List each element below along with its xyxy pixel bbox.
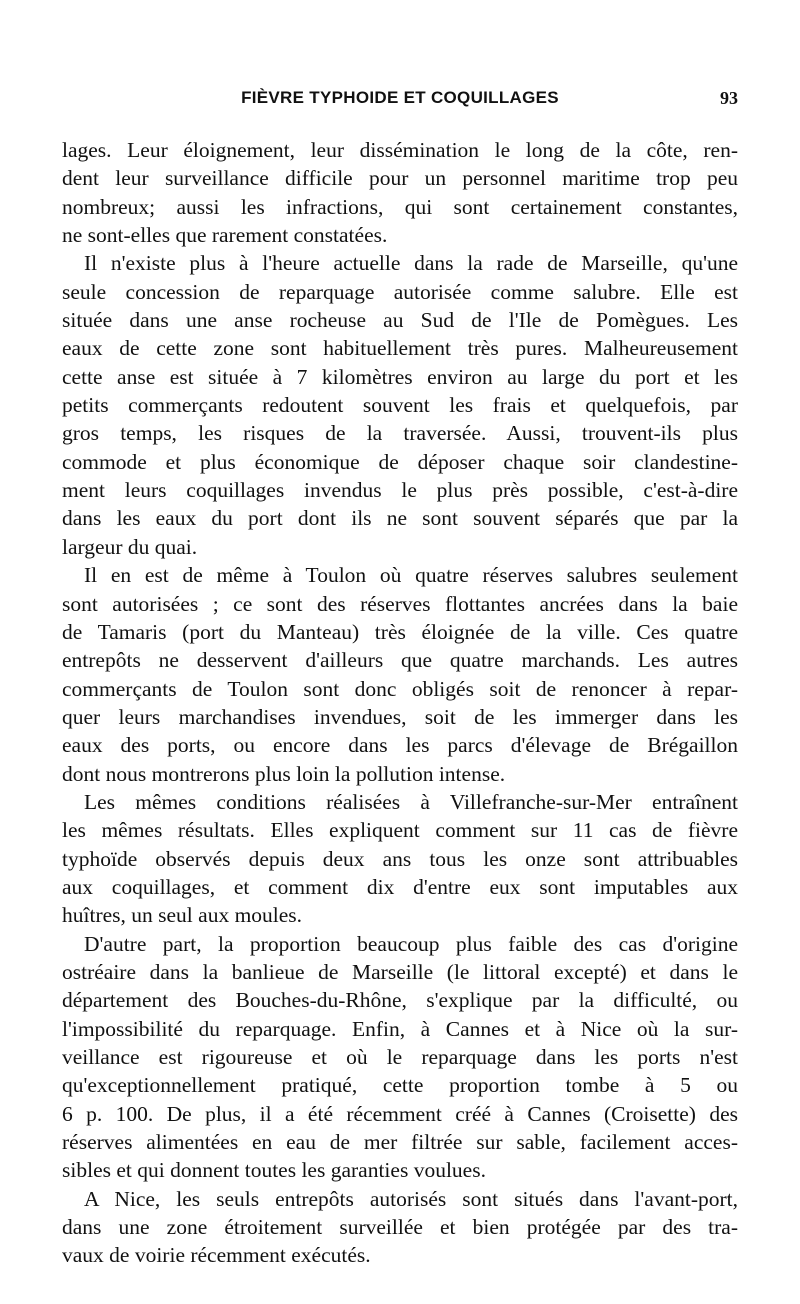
text-line: veillance est rigoureuse et où le reparquage dans les ports n'est — [62, 1045, 738, 1069]
text-line: typhoïde observés depuis deux ans tous les onze sont attribuables — [62, 846, 738, 871]
text-line: nombreux; aussi les infractions, qui sont certainement constantes, — [62, 194, 738, 219]
text-line: lages. Leur éloignement, leur dissémination le long de la côte, ren- — [62, 138, 738, 162]
text-line: sibles et qui donnent toutes les garanties voulues. — [62, 1158, 486, 1183]
text-line: 6 p. 100. De plus, il a été récemment créé à Cannes (Croisette) des — [62, 1101, 738, 1126]
text-line: A Nice, les seuls entrepôts autorisés sont situés dans l'avant-port, — [84, 1186, 738, 1211]
text-line: ment leurs coquillages invendus le plus près possible, c'est-à-dire — [62, 478, 738, 503]
paragraph — [62, 788, 738, 930]
text-line: commerçants de Toulon sont donc obligés soit de renoncer à repar- — [62, 676, 738, 701]
text-line: Les mêmes conditions réalisées à Villefranche-sur-Mer entraînent — [84, 789, 738, 814]
text-line: ostréaire dans la banlieue de Marseille (le littoral excepté) et dans le — [62, 959, 738, 984]
text-line: eaux de cette zone sont habituellement très pures. Malheureusement — [62, 336, 738, 361]
text-line: eaux des ports, ou encore dans les parcs d'élevage de Brégaillon — [62, 733, 738, 758]
paragraph — [62, 561, 738, 788]
text-line: réserves alimentées en eau de mer filtrée sur sable, facilement acces- — [62, 1130, 738, 1155]
text-line: cette anse est située à 7 kilomètres environ au large du port et les — [62, 364, 738, 389]
text-line: seule concession de reparquage autorisée comme salubre. Elle est — [62, 279, 738, 304]
paragraph — [62, 249, 738, 561]
paragraph — [62, 136, 738, 249]
text-line: les mêmes résultats. Elles expliquent comment sur 11 cas de fièvre — [62, 818, 738, 843]
text-line: petits commerçants redoutent souvent les frais et quelquefois, par — [62, 393, 738, 418]
text-line: de Tamaris (port du Manteau) très éloignée de la ville. Ces quatre — [62, 619, 738, 644]
text-line: dont nous montrerons plus loin la pollution intense. — [62, 761, 506, 786]
text-line: qu'exceptionnellement pratiqué, cette proportion tombe à 5 ou — [62, 1073, 738, 1098]
text-line: entrepôts ne desservent d'ailleurs que quatre marchands. Les autres — [62, 648, 738, 673]
text-line: département des Bouches-du-Rhône, s'explique par la difficulté, ou — [62, 988, 738, 1013]
text-line: sont autorisées ; ce sont des réserves flottantes ancrées dans la baie — [62, 591, 738, 616]
body-text — [62, 136, 738, 1270]
text-line: ne sont-elles que rarement constatées. — [62, 223, 388, 248]
paragraph — [62, 1185, 738, 1270]
text-line: gros temps, les risques de la traversée. Aussi, trouvent-ils plus — [62, 421, 738, 446]
text-line: D'autre part, la proportion beaucoup plus faible des cas d'origine — [84, 931, 738, 956]
text-line: dent leur surveillance difficile pour un personnel maritime trop peu — [62, 166, 738, 191]
running-head — [62, 88, 738, 118]
paragraph — [62, 930, 738, 1185]
text-line: dans une zone étroitement surveillée et bien protégée par des tra- — [62, 1215, 738, 1240]
text-line: huîtres, un seul aux moules. — [62, 903, 303, 928]
text-line: Il n'existe plus à l'heure actuelle dans la rade de Marseille, qu'une — [84, 251, 738, 276]
page-number: 93 — [720, 88, 738, 108]
running-title: FIÈVRE TYPHOIDE ET COQUILLAGES — [241, 88, 559, 107]
text-line: Il en est de même à Toulon où quatre réserves salubres seulement — [84, 563, 738, 588]
text-line: située dans une anse rocheuse au Sud de l'Ile de Pomègues. Les — [62, 308, 738, 333]
text-line: commode et plus économique de déposer chaque soir clandestine- — [62, 449, 738, 474]
text-line: aux coquillages, et comment dix d'entre eux sont imputables aux — [62, 874, 738, 899]
text-line: largeur du quai. — [62, 534, 198, 559]
text-line: dans les eaux du port dont ils ne sont souvent séparés que par la — [62, 506, 738, 531]
text-line: quer leurs marchandises invendues, soit de les immerger dans les — [62, 704, 738, 729]
text-line: l'impossibilité du reparquage. Enfin, à Cannes et à Nice où la sur- — [62, 1016, 738, 1041]
text-line: vaux de voirie récemment exécutés. — [62, 1243, 371, 1268]
book-page — [62, 88, 738, 1270]
